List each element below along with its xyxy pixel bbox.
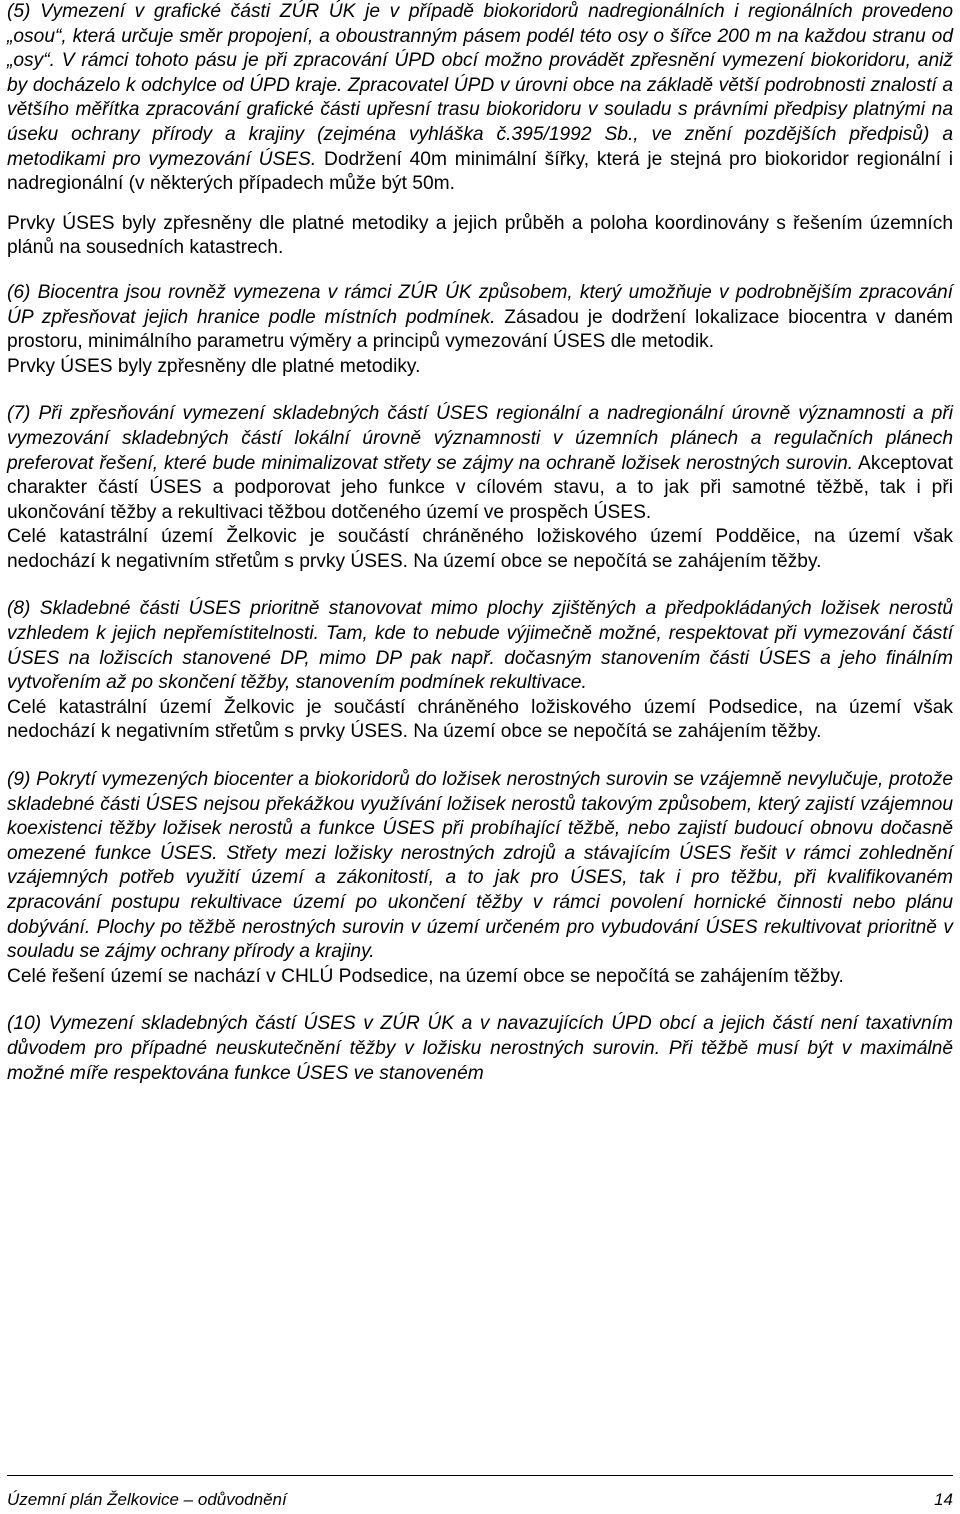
document-page — [7, 0, 953, 1514]
paragraph-5-italic: (5) Vymezení v grafické části ZÚR ÚK je v případě biokoridorů nadregionálních i regionálních provedeno „osou“, která určuje směr propojení, a oboustranným pásem podél této osy o šířce 200 m na každou stranu od „osy“. V rámci tohoto pásu je při zpracování ÚPD obcí možno provádět zpřesnění vymezení biokoridoru, aniž by docházelo k odchylce od ÚPD kraje. Zpracovatel ÚPD v úrovni obce na základě větší podrobnosti znalostí a většího měřítka zpracování grafické části upřesní trasu biokoridoru v souladu s právními předpisy platnými na úseku ochrany přírody a krajiny (zejména vyhláška č.395/1992 Sb., ve znění pozdějších předpisů) a metodikami pro vymezování ÚSES. — [7, 1, 953, 170]
paragraph-5 — [7, 0, 953, 197]
paragraph-8b: Celé katastrální území Želkovic je součástí chráněného ložiskového území Podsedice, na území však nedochází k negativním střetům s prvky ÚSES. Na území obce se nepočítá se zahájením těžby. — [7, 696, 953, 743]
paragraph-7 — [7, 402, 953, 525]
paragraph-6-normal: Zásadou je dodržení lokalizace biocentra v daném prostoru, minimálního parametru výměry a principů vymezování ÚSES dle metodik. — [7, 306, 953, 353]
paragraph-6 — [7, 281, 953, 355]
paragraph-5-normal: Dodržení 40m minimální šířky, která je stejná pro biokoridor regionální i nadregionální (v některých případech může být 50m. — [7, 148, 953, 195]
paragraph-9: (9) Pokrytí vymezených biocenter a biokoridorů do ložisek nerostných surovin se vzájemně nevylučuje, protože skladebné části ÚSES nejsou překážkou využívání ložisek nerostů takovým způsobem, který zajistí vzájemnou koexistenci těžby ložisek nerostů a funkce ÚSES při probíhající těžbě, nebo zajistí budoucí obnovu dočasně omezené funkce ÚSES. Střety mezi ložisky nerostných zdrojů a stávajícím ÚSES řešit v rámci zohlednění vzájemných potřeb využití území a zákonitostí, a to jak pro ÚSES, tak i pro těžbu, při kvalifikovaném zpracování postupu rekultivace území po ukončení těžby v rámci povolení hornické činnosti nebo plánu dobývání. Plochy po těžbě nerostných surovin v území určeném pro vybudování ÚSES rekultivovat prioritně v souladu se zájmy ochrany přírody a krajiny. — [7, 769, 953, 963]
footer-title: Územní plán Želkovice – odůvodnění — [7, 1490, 287, 1509]
paragraph-7-italic: (7) Při zpřesňování vymezení skladebných částí ÚSES regionální a nadregionální úrovně významnosti a při vymezování skladebných částí lokální úrovně významnosti v územních plánech a regulačních plánech preferovat řešení, které bude minimalizovat střety se zájmy na ochraně ložisek nerostných surovin. — [7, 403, 953, 474]
paragraph-7b: Celé katastrální území Želkovic je součástí chráněného ložiskového území Podděice, na území však nedochází k negativním střetům s prvky ÚSES. Na území obce se nepočítá se zahájením těžby. — [7, 526, 953, 572]
paragraph-10: (10) Vymezení skladebných částí ÚSES v ZÚR ÚK a v navazujících ÚPD obcí a jejich částí není taxativním důvodem pro případné neuskutečnění těžby v ložisku nerostných surovin. Při těžbě musí být v maximálně možné míře respektována funkce ÚSES ve stanoveném — [7, 1013, 953, 1084]
paragraph-6-italic: (6) Biocentra jsou rovněž vymezena v rámci ZÚR ÚK způsobem, který umožňuje v podrobnějším zpracování ÚP zpřesňovat jejich hranice podle místních podmínek. — [7, 281, 953, 328]
paragraph-9b: Celé řešení území se nachází v CHLÚ Podsedice, na území obce se nepočítá se zahájením těžby. — [7, 965, 844, 987]
page-footer — [7, 1475, 953, 1509]
paragraph-7-normal: Akceptovat charakter částí ÚSES a podporovat jeho funkce v cílovém stavu, a to jak při samotné těžbě, tak i při ukončování těžby a rekultivaci těžbou dotčeného území ve prospěch ÚSES. — [7, 452, 953, 523]
paragraph-6b: Prvky ÚSES byly zpřesněny dle platné metodiky. — [7, 355, 421, 377]
page-number: 14 — [934, 1490, 953, 1509]
paragraph-8: (8) Skladebné části ÚSES prioritně stanovovat mimo plochy zjištěných a předpokládaných ložisek nerostů vzhledem k jejich nepřemístitelnosti. Tam, kde to nebude výjimečně možné, respektovat při vymezování částí ÚSES na ložiscích stanovené DP, mimo DP pak např. dočasným stanovením části ÚSES a jeho finálním vytvořením až po skončení těžby, stanovením podmínek rekultivace. — [7, 598, 953, 694]
paragraph-5b: Prvky ÚSES byly zpřesněny dle platné metodiky a jejich průběh a poloha koordinovány s řešením územních plánů na sousedních katastrech. — [7, 212, 953, 259]
